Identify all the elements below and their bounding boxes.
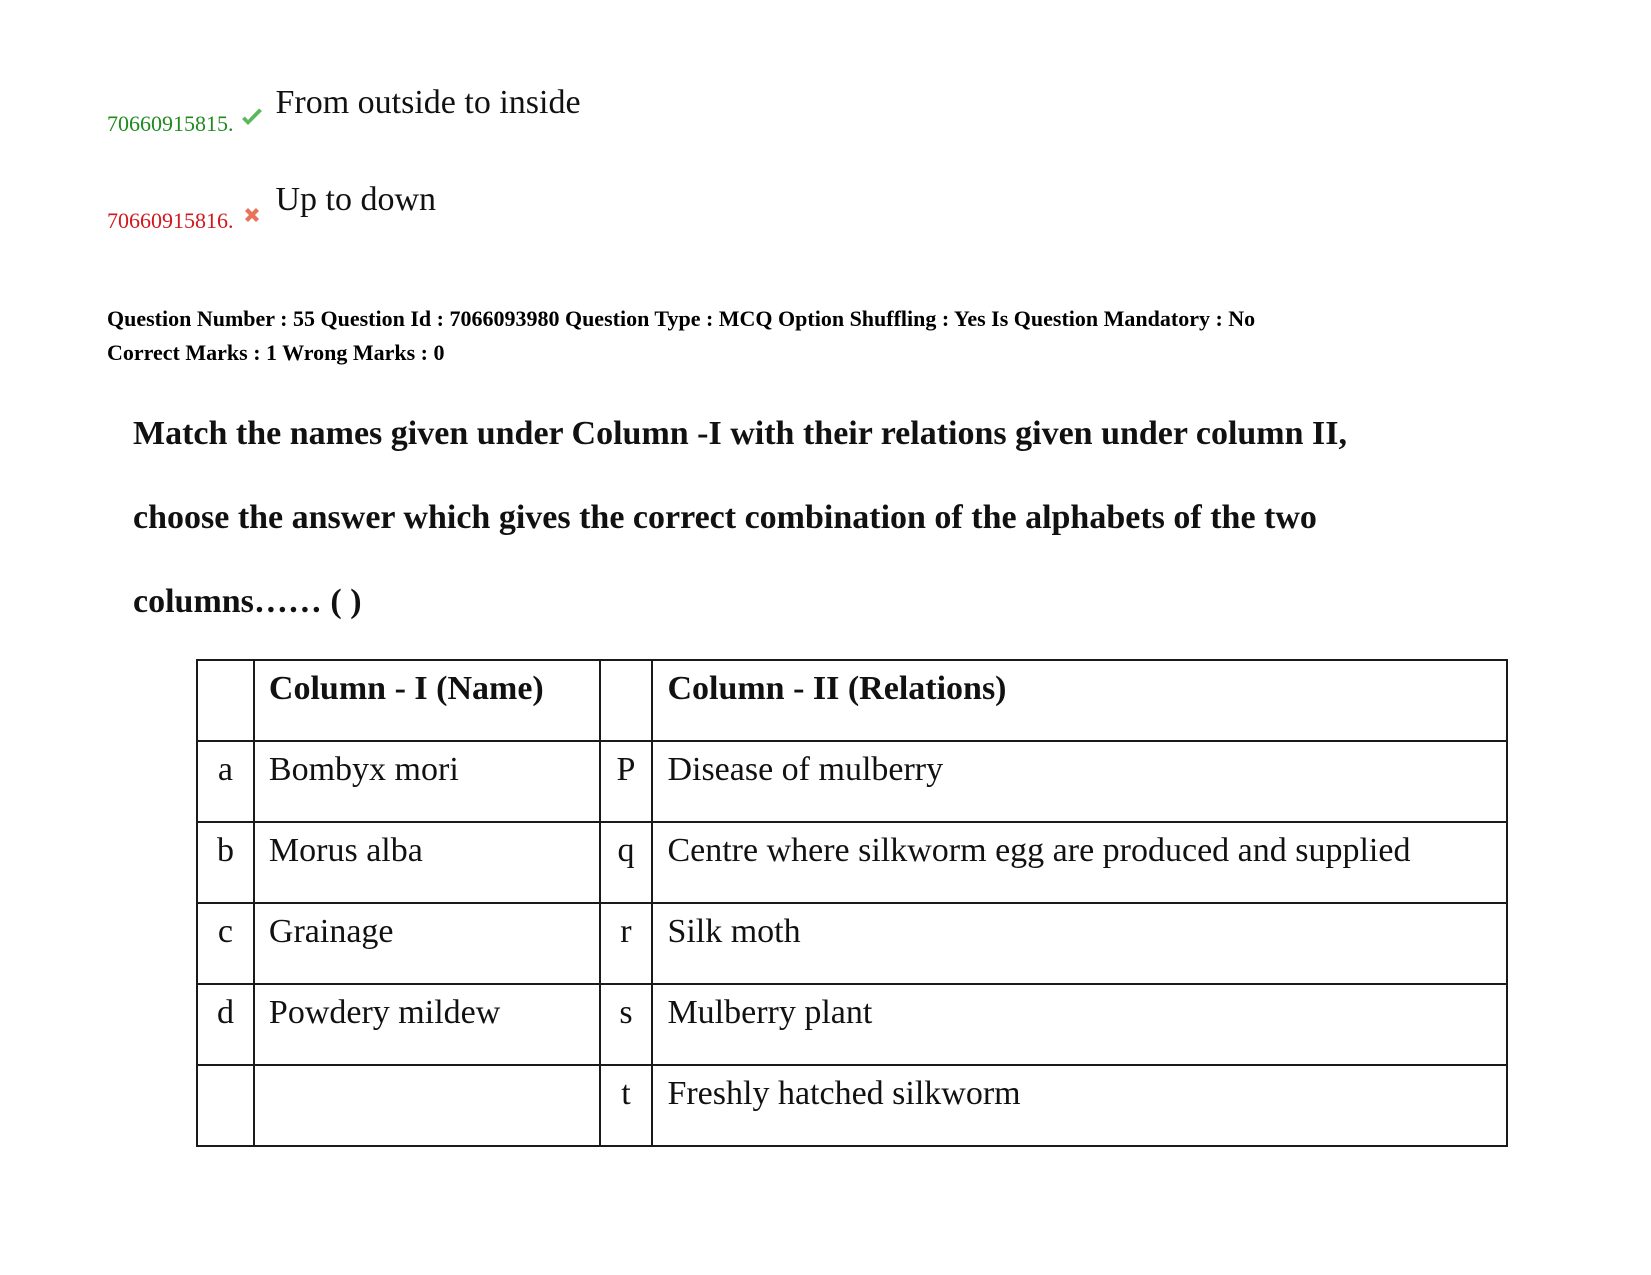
check-icon [240,106,264,130]
row-relation: Silk moth [652,903,1507,984]
question-meta [107,302,1567,370]
row-relation-letter: s [600,984,653,1065]
row-letter: c [197,903,254,984]
row-relation: Mulberry plant [652,984,1507,1065]
table-row [197,741,1507,822]
row-letter: b [197,822,254,903]
row-letter: d [197,984,254,1065]
row-relation-letter: t [600,1065,653,1146]
row-name: Grainage [254,903,600,984]
row-name: Morus alba [254,822,600,903]
match-table [196,659,1508,1147]
option-row-correct [107,84,581,136]
row-name [254,1065,600,1146]
table-row [197,822,1507,903]
row-name: Bombyx mori [254,741,600,822]
question-marks-line: Correct Marks : 1 Wrong Marks : 0 [107,340,445,365]
header-column-2: Column - II (Relations) [652,660,1507,741]
row-relation-letter: P [600,741,653,822]
option-id: 70660915815. [107,111,234,136]
question-meta-line: Question Number : 55 Question Id : 7066093980 Question Type : MCQ Option Shuffling : Yes Is Question Mandatory : No [107,306,1256,331]
row-relation-letter: q [600,822,653,903]
row-relation-letter: r [600,903,653,984]
table-row [197,984,1507,1065]
header-cell [197,660,254,741]
option-text: From outside to inside [275,84,581,121]
row-letter [197,1065,254,1146]
table-row [197,903,1507,984]
header-column-1: Column - I (Name) [254,660,600,741]
table-row [197,1065,1507,1146]
cross-icon [240,203,264,227]
table-header-row [197,660,1507,741]
question-line: choose the answer which gives the correct combination of the alphabets of the two [133,499,1317,536]
question-text [133,392,1593,644]
row-name: Powdery mildew [254,984,600,1065]
question-line: Match the names given under Column -I with their relations given under column II, [133,415,1348,452]
row-relation: Centre where silkworm egg are produced and supplied [652,822,1507,903]
row-relation: Freshly hatched silkworm [652,1065,1507,1146]
header-cell [600,660,653,741]
question-line: columns…… ( ) [133,583,362,620]
option-text: Up to down [275,181,437,218]
option-row-wrong [107,181,437,233]
option-id: 70660915816. [107,208,234,233]
row-letter: a [197,741,254,822]
row-relation: Disease of mulberry [652,741,1507,822]
